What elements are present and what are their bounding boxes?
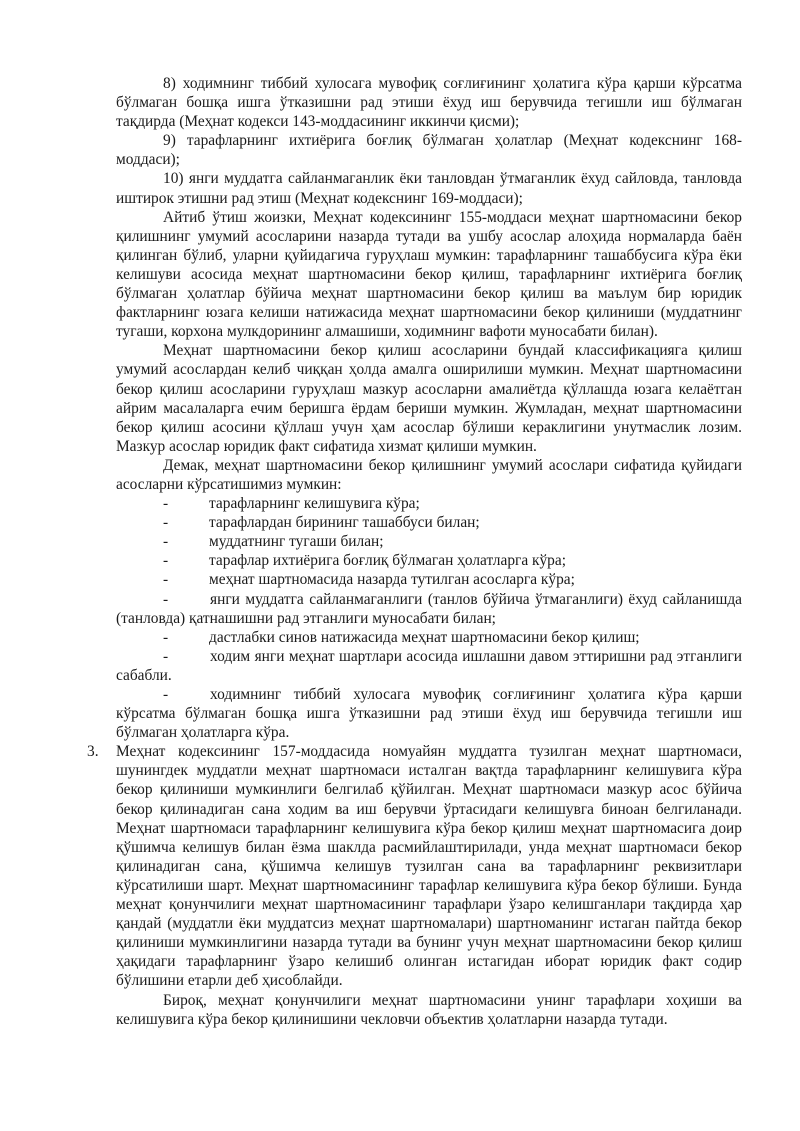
dash-list-item — [116, 551, 742, 570]
dash-marker: - — [163, 533, 169, 551]
paragraph-article-155: Айтиб ўтиш жоизки, Меҳнат кодексининг 155-моддаси меҳнат шартномасини бекор қилишнинг умумий асосларини назарда тутади ва ушбу асослар алоҳида нормаларда баён қилинган бўлиб, уларни қуйидагича гуруҳлаш мумкин: тарафларнинг ташаббусига кўра ёки келишуви асосида меҳнат шартномасини бекор қилиш, тарафларнинг ихтиёрига боғлиқ бўлмаган ҳолатлар бўйича меҳнат шартномасини бекор қилиш ва маълум бир юридик фактларнинг юзага келиши натижасида меҳнат шартномасини бекор қилиниши (муддатнинг тугаши, корхона мулкдорининг алмашиши, ходимнинг вафоти муносабати билан). — [116, 208, 742, 341]
dash-list-item-text: муддатнинг тугаши билан; — [209, 533, 384, 551]
dash-list-item — [116, 532, 742, 551]
list-number: 3. — [87, 743, 99, 761]
dash-list-item — [116, 570, 742, 589]
dash-list-item — [116, 647, 742, 685]
dash-list-item-text: дастлабки синов натижасида меҳнат шартномасини бекор қилиш; — [209, 628, 640, 646]
dash-list-item-text: тарафларнинг келишувига кўра; — [209, 495, 420, 513]
dash-marker: - — [163, 552, 169, 570]
dash-marker: - — [163, 647, 169, 665]
dash-list-item — [116, 628, 742, 647]
dash-marker: - — [163, 628, 169, 646]
dash-marker: - — [163, 495, 169, 513]
numbered-paragraph-text: Меҳнат кодексининг 157-моддасида номуайян муддатга тузилган меҳнат шартномаси, шунингдек муддатли меҳнат шартномаси исталган вақтда тарафларнинг келишувига кўра бекор қилиниши мумкинлиги белгилаб қўйилган. Меҳнат шартномаси мазкур асос бўйича бекор қилинадиган сана ходим ва иш берувчи ўртасидаги келишувга биноан белгиланади. Меҳнат шартномаси тарафларнинг келишувига кўра бекор қилиш меҳнат шартномасига доир қўшимча келишув билан ёзма шаклда расмийлаштирилади, унда меҳнат шартномаси бекор қилинадиган сана, қўшимча келишув тузилган сана ва тарафларнинг реквизитлари кўрсатилиши шарт. Меҳнат шартномасининг тарафлар келишувига кўра бекор бўлиши. Бунда меҳнат қонунчилиги меҳнат шартномасининг тарафлари ўзаро келишганлари тақдирда ҳар қандай (муддатли ёки муддатсиз меҳнат шартномалари) шартноманинг истаган пайтда бекор қилиниши мумкинлигини назарда тутади ва бунинг учун меҳнат шартномасини бекор қилиш ҳақидаги тарафларнинг ўзаро келишиб олинган истагидан иборат юридик факт содир бўлишини етарли деб ҳисоблайди. — [116, 743, 742, 990]
dash-marker: - — [163, 514, 169, 532]
dash-list-item-text: меҳнат шартномасида назарда тутилган асосларга кўра; — [209, 571, 575, 589]
dash-marker: - — [163, 571, 169, 589]
dash-list-item-text: янги муддатга сайланмаганлиги (танлов бўйича ўтмаганлиги) ёхуд сайланишда (танловда) қатнашишни рад этганлиги муносабати билан; — [116, 590, 742, 627]
paragraph-item-8: 8) ходимнинг тиббий хулосага мувофиқ соғлиғининг ҳолатига кўра қарши кўрсатма бўлмаган бошқа ишга ўтказишни рад этиши ёхуд иш берувчида тегишли иш бўлмаган тақдирда (Меҳнат кодекси 143-моддасининг иккинчи қисми); — [116, 75, 742, 131]
dash-marker: - — [163, 590, 169, 608]
paragraph-general-grounds-intro: Демак, меҳнат шартномасини бекор қилишнинг умумий асослари сифатида қуйидаги асосларни кўрсатишимиз мумкин: — [116, 456, 742, 493]
grounds-dash-list — [116, 494, 742, 742]
paragraph-item-10: 10) янги муддатга сайланмаганлик ёки танловдан ўтмаганлик ёхуд сайловда, танловда иштирок этишни рад этиш (Меҳнат кодекснинг 169-моддаси); — [116, 170, 742, 207]
dash-list-item — [116, 685, 742, 742]
dash-list-item — [116, 513, 742, 532]
paragraph-classification: Меҳнат шартномасини бекор қилиш асосларини бундай классификацияга қилиш умумий асослардан келиб чиққан ҳолда амалга оширилиши мумкин. Меҳнат шартномасини бекор қилиш асосларини гуруҳлаш мазкур асосларни амалиётда қўллашда юзага келаётган айрим масалаларга ечим беришга ёрдам бериши мумкин. Жумладан, меҳнат шартномасини бекор қилиш асосини қўллаш учун ҳам асослар бўлиши кераклигини унутмаслик лозим. Мазкур асослар юридик факт сифатида хизмат қилиши мумкин. — [116, 342, 742, 455]
paragraph-item-9: 9) тарафларнинг ихтиёрига боғлиқ бўлмаган ҳолатлар (Меҳнат кодекснинг 168-моддаси); — [116, 132, 742, 169]
paragraph-closing: Бироқ, меҳнат қонунчилиги меҳнат шартномасини унинг тарафлари хоҳиши ва келишувига кўра бекор қилинишини чекловчи объектив ҳолатларни назарда тутади. — [116, 991, 742, 1028]
numbered-paragraph-3 — [87, 742, 742, 990]
dash-list-item — [116, 590, 742, 628]
dash-list-item — [116, 494, 742, 513]
document-body — [87, 74, 742, 1029]
dash-list-item-text: ходим янги меҳнат шартлари асосида ишлашни давом эттиришни рад этганлиги сабабли. — [116, 647, 742, 684]
dash-marker: - — [163, 686, 169, 703]
dash-list-item-text: ходимнинг тиббий хулосага мувофиқ соғлиғининг ҳолатига кўра қарши кўрсатма бўлмаган бошқа ишга ўтказишни рад этиши ёхуд иш берувчида тегишли иш бўлмаган ҳолатларга кўра. — [116, 686, 742, 742]
dash-list-item-text: тарафлар ихтиёрига боғлиқ бўлмаган ҳолатларга кўра; — [209, 552, 566, 570]
dash-list-item-text: тарафлардан бирининг ташаббуси билан; — [209, 514, 480, 532]
